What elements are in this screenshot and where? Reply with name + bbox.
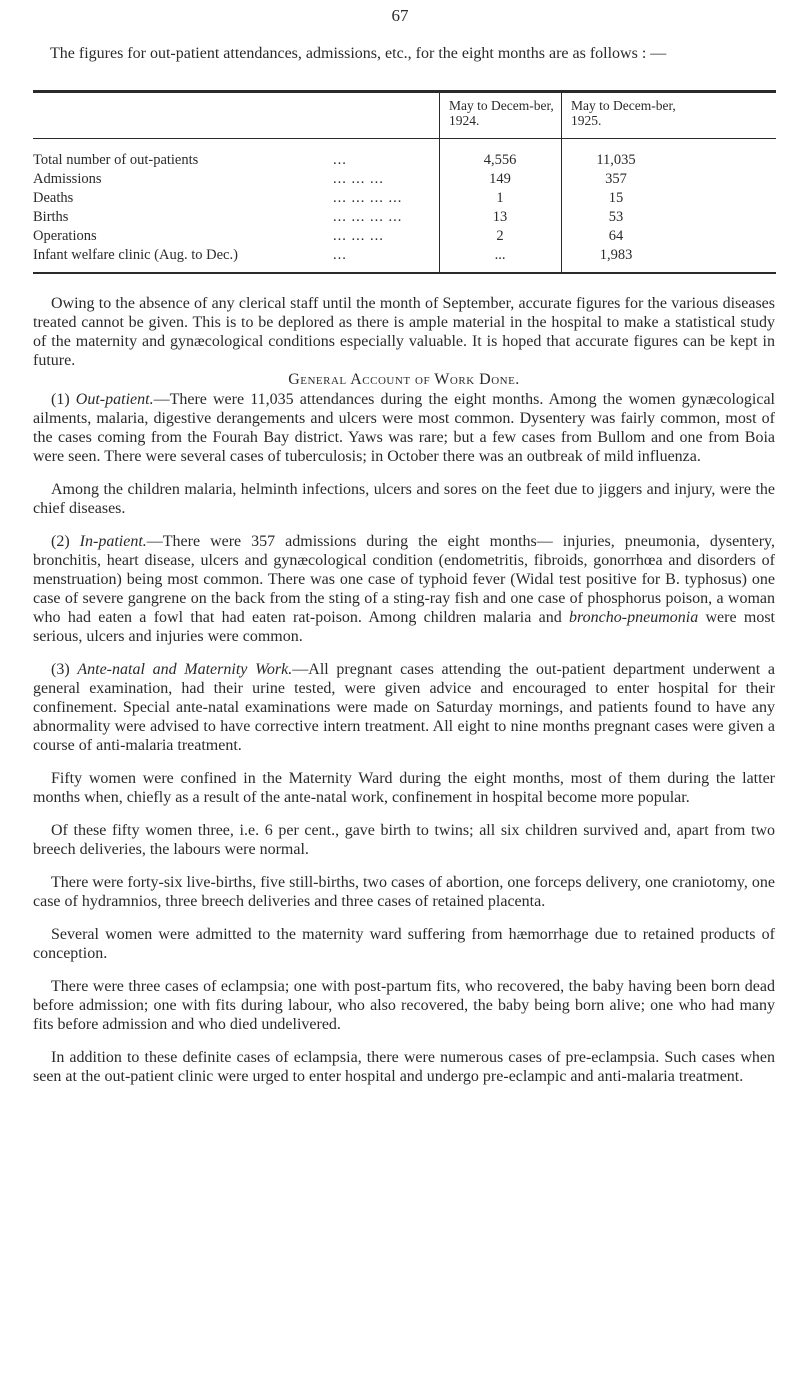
row-value-1924: ... bbox=[494, 247, 506, 263]
row-value-1925: 15 bbox=[608, 190, 624, 206]
row-label: Total number of out-patients bbox=[33, 152, 199, 168]
paragraph-ante-natal: (3) Ante-natal and Maternity Work.—All pregnant cases attending the out-patient department underwent a general examination, had their urine tested, were given advice and encouraged to enter hospital for their confinement. Special ante-natal examinations were made on Saturday mornings, and patients found to have any abnormality were advised to have corrective intern treatment. All eight to nine months pregnant cases were given a course of anti-malaria treatment. bbox=[33, 661, 775, 754]
subheading-ante-natal: Ante-natal and Maternity Work. bbox=[77, 661, 293, 678]
row-leader-dots: ... ... ... ... bbox=[333, 209, 403, 225]
row-value-1924: 13 bbox=[492, 209, 508, 225]
row-value-1924: 2 bbox=[496, 228, 504, 244]
row-value-1925: 11,035 bbox=[596, 152, 636, 168]
row-label: Infant welfare clinic (Aug. to Dec.) bbox=[33, 247, 238, 263]
intro-paragraph: The figures for out-patient attendances, admissions, etc., for the eight months are as follows : — bbox=[50, 45, 667, 62]
row-value-1925: 64 bbox=[608, 228, 624, 244]
row-leader-dots: ... bbox=[333, 247, 347, 263]
subheading-in-patient: In-patient. bbox=[79, 533, 147, 550]
column-header-1925: May to Decem-ber, 1925. bbox=[571, 98, 676, 128]
table-rule-top bbox=[33, 90, 776, 93]
table-row bbox=[33, 152, 776, 170]
row-leader-dots: ... ... ... bbox=[333, 171, 384, 187]
page-number: 67 bbox=[391, 6, 409, 25]
subheading-out-patient: Out-patient. bbox=[75, 391, 154, 408]
paragraph-haemorrhage: Several women were admitted to the maternity ward suffering from hæmorrhage due to retained products of conception. bbox=[33, 926, 775, 962]
paragraph-eclampsia: There were three cases of eclampsia; one with post-partum fits, who recovered, the baby having been born dead before admission; one with fits during labour, who also recovered, the baby being born alive; one who had many fits before admission and who died undelivered. bbox=[33, 978, 775, 1033]
paragraph-births: There were forty-six live-births, five still-births, two cases of abortion, one forceps delivery, one craniotomy, one case of hydramnios, three breech deliveries and three cases of retained placenta. bbox=[33, 874, 775, 910]
paragraph-pre-eclampsia: In addition to these definite cases of eclampsia, there were numerous cases of pre-eclampsia. Such cases when seen at the out-patient clinic were urged to enter hospital and undergo pre-eclampic and anti-malaria treatment. bbox=[33, 1049, 775, 1085]
paragraph-children: Among the children malaria, helminth infections, ulcers and sores on the feet due to jiggers and injury, were the chief diseases. bbox=[33, 481, 775, 517]
row-value-1925: 357 bbox=[605, 171, 627, 187]
paragraph-clerical-staff: Owing to the absence of any clerical staff until the month of September, accurate figures for the various diseases treated cannot be given. This is to be deplored as there is ample material in the hospital to make a statistical study of the maternity and gynæcological conditions especially valuable. It is hoped that accurate figures can be kept in future. bbox=[33, 295, 775, 369]
table-rule-header bbox=[33, 138, 776, 139]
table-row bbox=[33, 247, 776, 265]
table-row bbox=[33, 209, 776, 227]
paragraph-out-patient: (1) Out-patient.—There were 11,035 attendances during the eight months. Among the women gynæcological ailments, malaria, digestive derangements and ulcers were most common. Dysentery was fairly common, most of the cases coming from the Fourah Bay district. Yaws was rare; but a few cases from Bullom and one from Boia were seen. There were several cases of tuberculosis; in October there was an outbreak of mild influenza. bbox=[33, 391, 775, 465]
paragraph-twins: Of these fifty women three, i.e. 6 per cent., gave birth to twins; all six children survived and, apart from two breech deliveries, the labours were normal. bbox=[33, 822, 775, 858]
row-label: Operations bbox=[33, 228, 97, 244]
report-body bbox=[33, 294, 775, 1100]
row-leader-dots: ... bbox=[333, 152, 347, 168]
row-leader-dots: ... ... ... bbox=[333, 228, 384, 244]
table-row bbox=[33, 171, 776, 189]
column-header-1924: May to Decem-ber, 1924. bbox=[449, 98, 554, 128]
section-heading: General Account of Work Done. bbox=[288, 371, 520, 388]
table-rule-bottom bbox=[33, 272, 776, 274]
table-row bbox=[33, 190, 776, 208]
table-row bbox=[33, 228, 776, 246]
row-value-1924: 1 bbox=[496, 190, 504, 206]
paragraph-fifty-women: Fifty women were confined in the Maternity Ward during the eight months, most of them during the latter months when, chiefly as a result of the ante-natal work, confinement in hospital become more popular. bbox=[33, 770, 775, 806]
row-value-1924: 4,556 bbox=[483, 152, 517, 168]
row-value-1925: 1,983 bbox=[599, 247, 633, 263]
row-value-1925: 53 bbox=[608, 209, 624, 225]
row-label: Admissions bbox=[33, 171, 102, 187]
statistics-table bbox=[33, 90, 776, 274]
paragraph-in-patient: (2) In-patient.—There were 357 admissions during the eight months— injuries, pneumonia, dysentery, bronchitis, heart disease, ulcers and gynæcological condition (endometritis, fibroids, gonorrhœa and disorders of menstruation) being most common. There was one case of typhoid fever (Widal test positive for B. typhosus) one case of severe gangrene on the back from the sting of a sting-ray fish and one case of phosphorus poison, a woman who had eaten a fowl that had eaten rat-poison. Among children malaria and broncho-pneumonia were most serious, ulcers and injuries were common. bbox=[33, 533, 776, 645]
row-label: Deaths bbox=[33, 190, 74, 206]
row-leader-dots: ... ... ... ... bbox=[333, 190, 403, 206]
row-label: Births bbox=[33, 209, 69, 225]
row-value-1924: 149 bbox=[489, 171, 511, 187]
